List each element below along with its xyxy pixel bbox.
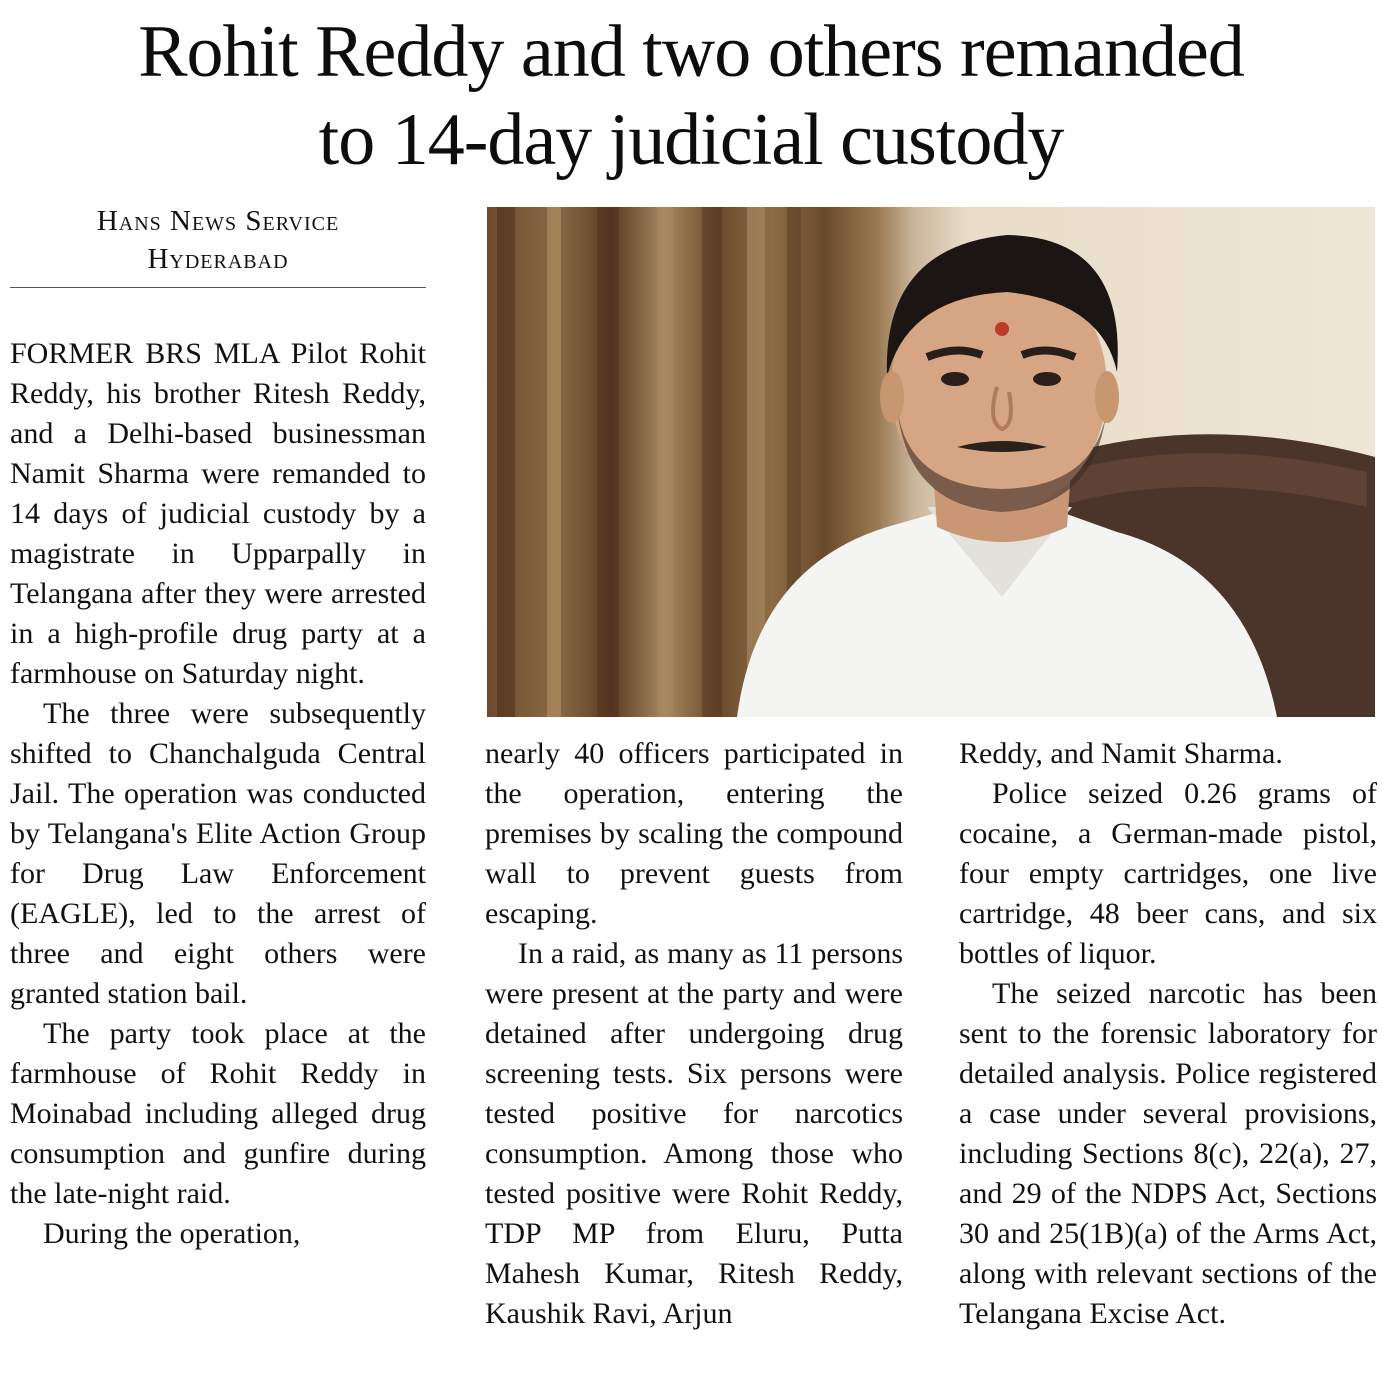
paragraph: The party took place at the farmhouse of Rohit Reddy in Moinabad including alleged drug consumption and gunfire during the late-night raid.	[10, 1017, 426, 1210]
paragraph: During the operation,	[43, 1217, 301, 1250]
paragraph: In a raid, as many as 11 persons were present at the party and were detained after undergoing drug screening tests. Six persons were tested positive for narcotics consumption. Among those who tested positive were Rohit Reddy, TDP MP from Eluru, Putta Mahesh Kumar, Ritesh Reddy, Kaushik Ravi, Arjun	[485, 937, 903, 1330]
article-column-1	[10, 334, 426, 1254]
portrait-illustration	[487, 207, 1375, 717]
paragraph: Police seized 0.26 grams of cocaine, a German-made pistol, four empty cartridges, one live cartridge, 48 beer cans, and six bottles of liquor.	[959, 777, 1377, 970]
article-column-3	[959, 734, 1377, 1334]
byline-divider	[10, 287, 426, 288]
paragraph: nearly 40 officers participated in the operation, entering the premises by scaling the compound wall to prevent guests from escaping.	[485, 737, 903, 930]
paragraph: The seized narcotic has been sent to the forensic laboratory for detailed analysis. Police registered a case under several provisions, including Sections 8(c), 22(a), 27, and 29 of the NDPS Act, Sections 30 and 25(1B)(a) of the Arms Act, along with relevant sections of the Telangana Excise Act.	[959, 977, 1377, 1330]
paragraph: FORMER BRS MLA Pilot Rohit Reddy, his brother Ritesh Reddy, and a Delhi-based businessman Namit Sharma were remanded to 14 days of judicial custody by a magistrate in Upparpally in Telangana after they were arrested in a high-profile drug party at a farmhouse on Saturday night.	[10, 337, 426, 690]
portrait-photo	[487, 207, 1375, 717]
paragraph: Reddy, and Namit Sharma.	[959, 737, 1283, 770]
headline-line-2: to 14-day judicial custody	[318, 99, 1064, 181]
paragraph: The three were subsequently shifted to Chanchalguda Central Jail. The operation was conducted by Telangana's Elite Action Group for Drug Law Enforcement (EAGLE), led to the arrest of three and eight others were granted station bail.	[10, 697, 426, 1010]
byline	[10, 202, 426, 278]
headline	[0, 8, 1382, 184]
headline-line-1: Rohit Reddy and two others remanded	[138, 11, 1244, 93]
curtain-folds	[497, 207, 801, 717]
byline-agency: Hans News Service	[96, 205, 340, 237]
byline-city: Hyderabad	[147, 243, 289, 275]
article-column-2	[485, 734, 903, 1334]
